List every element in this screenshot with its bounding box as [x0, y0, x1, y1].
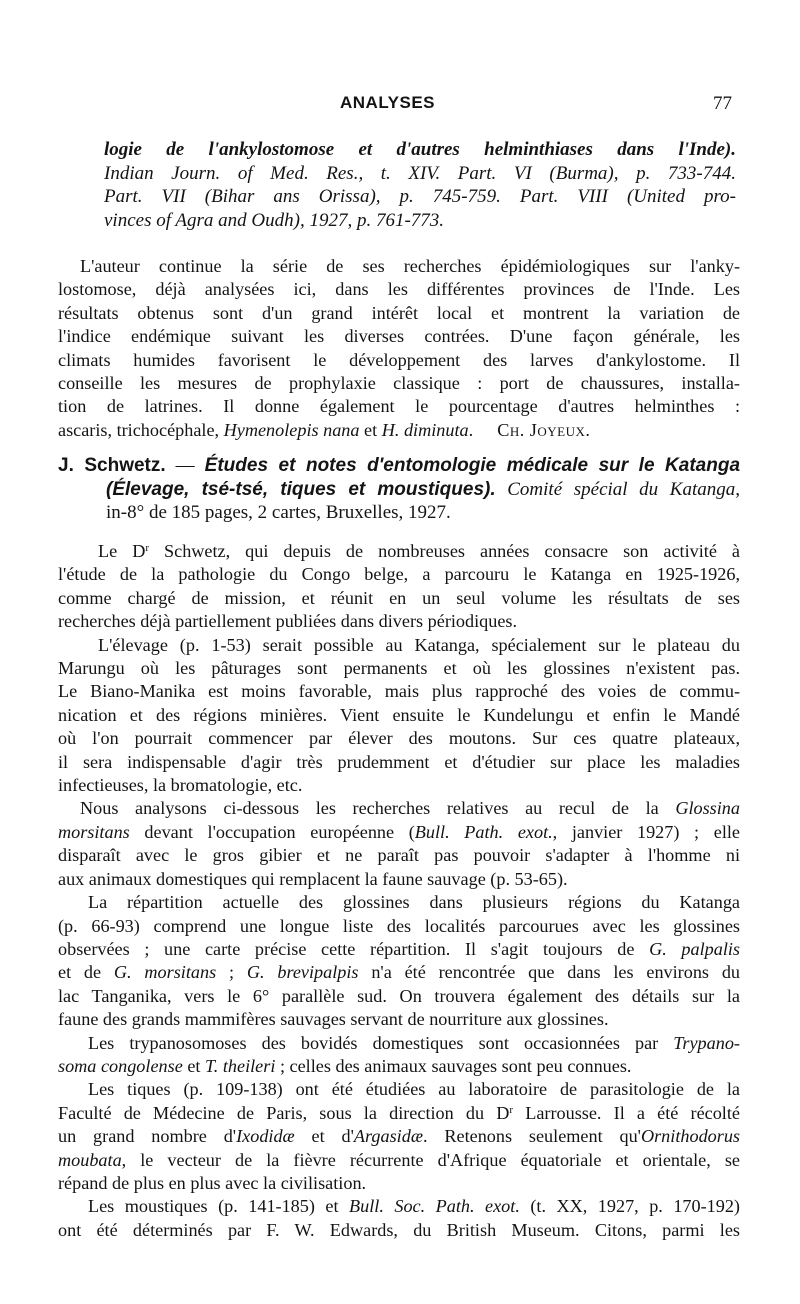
abstract-line: Nous analysons ci-dessous les recherches relatives au recul de la Glossina: [80, 798, 740, 819]
abstract-line: un grand nombre d'Ixodidæ et d'Argasidæ. Retenons seulement qu'Ornithodorus: [58, 1126, 741, 1147]
running-header: [0, 93, 800, 119]
abstract-line: et de G. morsitans ; G. brevipalpis n'a été rencontrée que dans les environs du: [58, 962, 741, 983]
citation-line: vinces of Agra and Oudh), 1927, p. 761-773.: [104, 209, 445, 231]
abstract-1: [58, 255, 740, 442]
abstract-line: observées ; une carte précise cette répartition. Il s'agit toujours de G. palpalis: [58, 938, 740, 959]
citation-line: (Élevage, tsé-tsé, tiques et moustiques). Comité spécial du Katanga,: [106, 478, 740, 500]
abstract-line: faune des grands mammifères sauvages servant de nourriture aux glossines.: [58, 1009, 609, 1030]
abstract-line: comme chargé de mission, et réunit en un seul volume les résultats de ses: [58, 587, 740, 608]
abstract-line: Les moustiques (p. 141-185) et Bull. Soc. Path. exot. (t. XX, 1927, p. 170-192): [88, 1196, 740, 1217]
abstract-line: disparaît avec le gros gibier et ne paraît pas pouvoir s'adapter à l'homme ni: [58, 845, 740, 866]
abstract-line: nication et des régions minières. Vient ensuite le Kundelungu et enfin le Mandé: [58, 704, 740, 725]
abstract-line: ascaris, trichocéphale, Hymenolepis nana et H. diminuta. Ch. Joyeux.: [58, 419, 591, 440]
citation-line: Indian Journ. of Med. Res., t. XIV. Part. VI (Burma), p. 733-744.: [104, 162, 736, 184]
author-name: J. Schwetz.: [58, 455, 166, 476]
abstract-line: résultats obtenus sont d'un grand intérêt local et montrent la variation de: [58, 302, 740, 323]
citation-line: Part. VII (Bihar ans Orissa), p. 745-759. Part. VIII (United pro-: [104, 186, 736, 207]
citation-line: logie de l'ankylostomose et d'autres helminthiases dans l'Inde).: [104, 139, 736, 160]
abstract-line: La répartition actuelle des glossines dans plusieurs régions du Katanga: [88, 892, 740, 913]
abstract-signature: Ch. Joyeux.: [497, 419, 591, 440]
abstract-line: aux animaux domestiques qui remplacent la faune sauvage (p. 53-65).: [58, 868, 568, 889]
abstract-line: conseille les mesures de prophylaxie classique : port de chaussures, installa-: [58, 373, 740, 394]
abstract-line: soma congolense et T. theileri ; celles des animaux sauvages sont peu connues.: [58, 1055, 632, 1076]
abstract-line: où l'on pourrait commencer par élever des moutons. Sur ces quatre plateaux,: [58, 728, 740, 749]
abstract-line: lac Tanganika, vers le 6° parallèle sud. On trouvera également des détails sur la: [58, 985, 740, 1006]
abstract-line: L'auteur continue la série de ses recherches épidémiologiques sur l'anky-: [80, 256, 740, 276]
citation-line: in-8° de 185 pages, 2 cartes, Bruxelles, 1927.: [106, 502, 451, 523]
entry-2-citation: [58, 454, 740, 525]
work-title: Études et notes d'entomologie médicale sur le Katanga: [204, 455, 741, 476]
abstract-line: Faculté de Médecine de Paris, sous la direction du $D^r$ Larrousse. Il a été récolté: [58, 1102, 740, 1123]
abstract-line: lostomose, déjà analysées ici, dans les différentes provinces de l'Inde. Les: [58, 279, 740, 300]
abstract-line: moubata, le vecteur de la fièvre récurrente d'Afrique équatoriale et orientale, se: [58, 1149, 740, 1170]
abstract-line: l'indice endémique suivant les diverses contrées. D'une façon générale, les: [58, 326, 740, 347]
abstract-line: (p. 66-93) comprend une longue liste des localités parcourues avec les glossines: [58, 915, 740, 936]
abstract-line: Marungu où les pâturages sont permanents et où les glossines n'existent pas.: [58, 658, 740, 679]
abstract-line: climats humides favorisent le développement des larves d'ankylostome. Il: [58, 349, 740, 370]
page-number: 77: [713, 93, 732, 114]
abstract-line: morsitans devant l'occupation européenne (Bull. Path. exot., janvier 1927) ; elle: [58, 821, 740, 842]
abstract-line: Les tiques (p. 109-138) ont été étudiées au laboratoire de parasitologie de la: [88, 1079, 740, 1100]
entry-1-citation: [104, 138, 736, 232]
abstract-2: [58, 540, 740, 1242]
abstract-line: tion de latrines. Il donne également le pourcentage d'autres helminthes :: [58, 396, 740, 417]
citation-line: J. Schwetz. — Études et notes d'entomologie médicale sur le Katanga: [58, 455, 741, 476]
abstract-line: répand de plus en plus avec la civilisation.: [58, 1172, 367, 1193]
abstract-line: Le $D^r$ Schwetz, qui depuis de nombreuses années consacre son activité à: [98, 541, 740, 561]
abstract-line: recherches déjà partiellement publiées dans divers périodiques.: [58, 611, 518, 632]
abstract-line: l'étude de la pathologie du Congo belge, a parcouru le Katanga en 1925-1926,: [58, 564, 740, 585]
abstract-line: Les trypanosomoses des bovidés domestiques sont occasionnées par Trypano-: [88, 1032, 740, 1053]
abstract-line: ont été déterminés par F. W. Edwards, du British Museum. Citons, parmi les: [58, 1219, 740, 1240]
abstract-line: infectieuses, la bromatologie, etc.: [58, 775, 303, 796]
running-title: ANALYSES: [340, 93, 436, 112]
abstract-line: L'élevage (p. 1-53) serait possible au Katanga, spécialement sur le plateau du: [98, 634, 740, 655]
abstract-line: Le Biano-Manika est moins favorable, mais plus rapproché des voies de commu-: [58, 681, 740, 702]
abstract-line: il sera indispensable d'agir très prudemment et d'étudier sur place les maladies: [58, 751, 740, 772]
